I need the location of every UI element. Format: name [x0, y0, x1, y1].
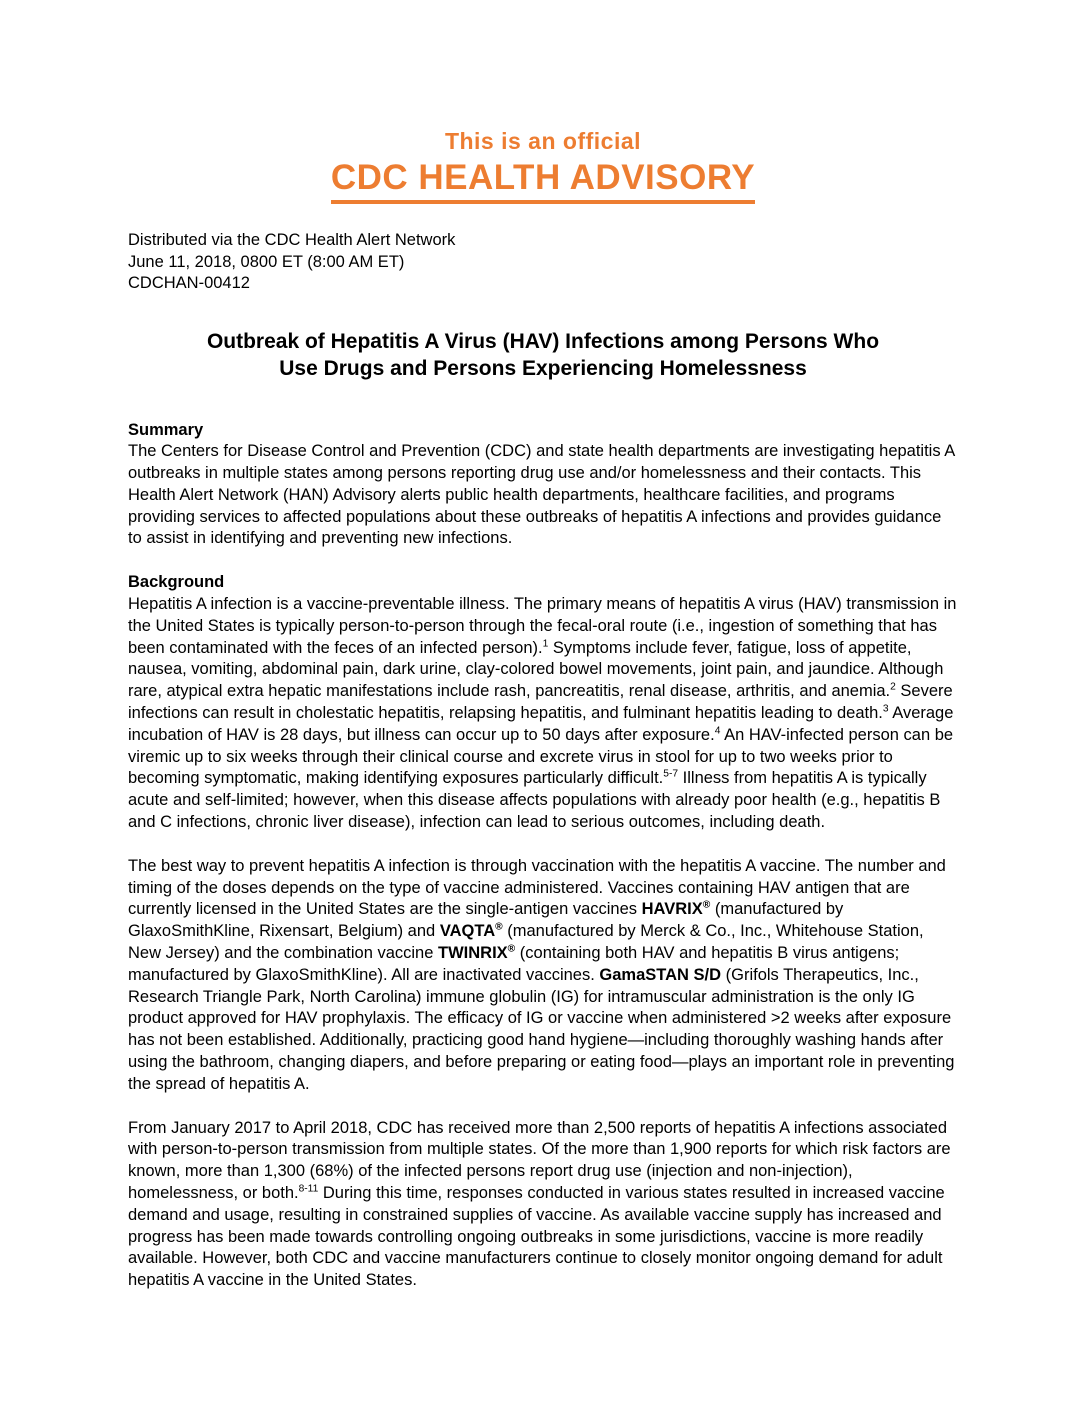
background-heading: Background	[128, 573, 225, 592]
distribution-datetime-line: June 11, 2018, 0800 ET (8:00 AM ET)	[128, 252, 405, 271]
summary-paragraph: The Centers for Disease Control and Prevention (CDC) and state health departments are investigating hepatitis A outbreaks in multiple states among persons reporting drug use and/or homelessness and their contacts. This Health Alert Network (HAN) Advisory alerts public health departments, healthcare facilities, and programs providing services to affected populations about these outbreaks of hepatitis A infections and provides guidance to assist in identifying and preventing new infections.	[128, 442, 955, 548]
background-paragraph-1: Hepatitis A infection is a vaccine-preventable illness. The primary means of hepatitis A virus (HAV) transmission in the United States is typically person-to-person through the fecal-oral route (i.e., ingestion of something that has been contaminated with the feces of an infected person).$^1$ Symptoms include fever, fatigue, loss of appetite, nausea, vomiting, abdominal pain, dark urine, clay-colored bowel movements, joint pain, and jaundice. Although rare, atypical extra hepatic manifestations include rash, pancreatitis, renal disease, arthritis, and anemia.$^2$ Severe infections can result in cholestatic hepatitis, relapsing hepatitis, and fulminant hepatitis leading to death.$^3$ Average incubation of HAV is 28 days, but illness can occur up to 50 days after exposure.$^4$ An HAV-infected person can be viremic up to six weeks through their clinical course and excrete virus in stool for up to two weeks prior to becoming symptomatic, making identifying exposures particularly difficult.$^{5-7}$ Illness from hepatitis A is typically acute and self-limited; however, when this disease affects populations with already poor health (e.g., hepatitis B and C infections, chronic liver disease), infection can lead to serious outcomes, including death.	[128, 595, 957, 832]
background-paragraph-3: From January 2017 to April 2018, CDC has received more than 2,500 reports of hepatitis A infections associated with person-to-person transmission from multiple states. Of the more than 1,900 reports for which risk factors are known, more than 1,300 (68%) of the infected persons report drug use (injection and non-injection), homelessness, or both.$^{8-11}$ During this time, responses conducted in various states resulted in increased vaccine demand and usage, resulting in constrained supplies of vaccine. As available vaccine supply has increased and progress has been made towards controlling ongoing outbreaks in some jurisdictions, vaccine is more readily available. However, both CDC and vaccine manufacturers continue to closely monitor ongoing demand for adult hepatitis A vaccine in the United States.	[128, 1118, 951, 1290]
banner-advisory-title: CDC HEALTH ADVISORY	[331, 159, 755, 204]
banner-official-text: This is an official	[444, 128, 642, 154]
banner-advisory-title-wrap	[128, 159, 958, 204]
distribution-id-line: CDCHAN-00412	[128, 274, 250, 292]
summary-section	[128, 420, 958, 551]
distribution-network-line: Distributed via the CDC Health Alert Network	[128, 231, 456, 249]
page-title-line-2: Use Drugs and Persons Experiencing Homelessness	[279, 357, 807, 380]
background-section	[128, 572, 958, 1292]
han-banner	[128, 126, 958, 204]
summary-heading: Summary	[128, 420, 204, 439]
distribution-block	[128, 230, 958, 295]
page-title-line-1: Outbreak of Hepatitis A Virus (HAV) Infections among Persons Who	[206, 329, 880, 353]
background-paragraph-2: The best way to prevent hepatitis A infection is through vaccination with the hepatitis A vaccine. The number and timing of the doses depends on the type of vaccine administered. Vaccines containing HAV antigen that are currently licensed in the United States are the single-antigen vaccines HAVRIX® (manufactured by GlaxoSmithKline, Rixensart, Belgium) and VAQTA® (manufactured by Merck & Co., Inc., Whitehouse Station, New Jersey) and the combination vaccine TWINRIX® (containing both HAV and hepatitis B virus antigens; manufactured by GlaxoSmithKline). All are inactivated vaccines. GamaSTAN S/D (Grifols Therapeutics, Inc., Research Triangle Park, North Carolina) immune globulin (IG) for intramuscular administration is the only IG product approved for HAV prophylaxis. The efficacy of IG or vaccine when administered >2 weeks after exposure has not been established. Additionally, practicing good hand hygiene—including thoroughly washing hands after using the bathroom, changing diapers, and before preparing or eating food—plays an important role in preventing the spread of hepatitis A.	[128, 856, 955, 1093]
page-title	[128, 328, 958, 383]
